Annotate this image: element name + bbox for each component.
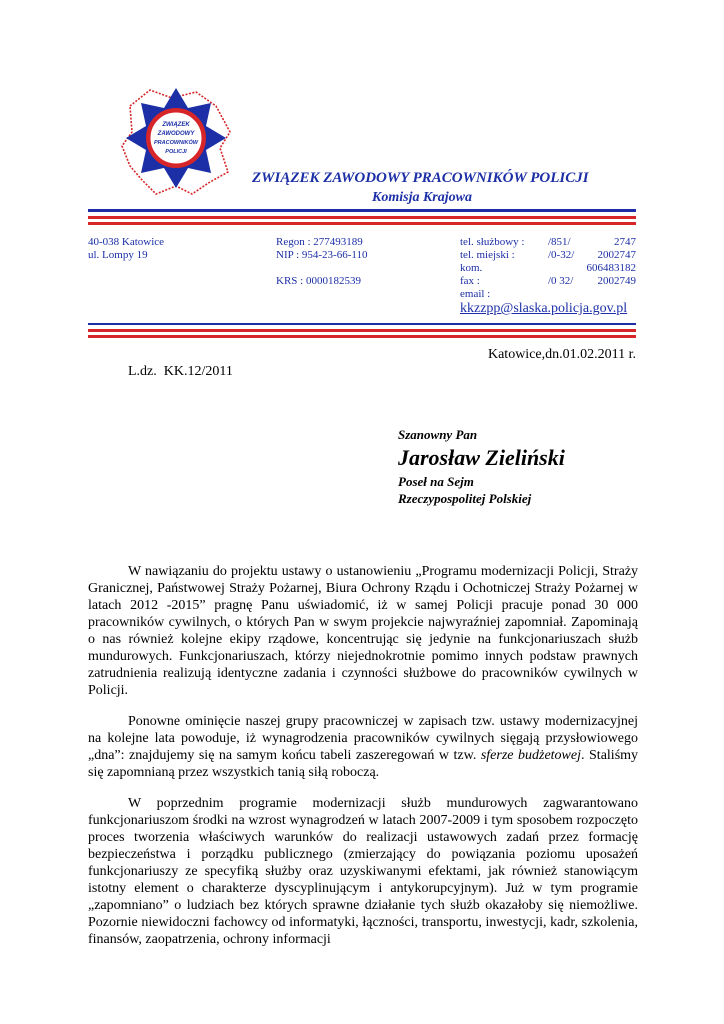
body-paragraph: W nawiązaniu do projektu ustawy o ustanowieniu „Programu modernizacji Policji, Straży Granicznej, Państwowej Straży Pożarnej, Biura Ochrony Rządu i Ochotniczej Straży Pożarnej w latach 2012 -2015” pragnę Panu uświadomić, iż w samej Policji pracuje ponad 30 000 pracowników cywilnych, o których Pan w swym projekcie najwyraźniej zapomniał. Zapominają o nas również kolejne ekipy rządowe, koncentrując się jedynie na funkcjonariuszach służb mundurowych. Funkcjonariuszach, którzy niejednokrotnie pomimo innych podstaw prawnych zatrudnienia realizują identyczne zadania i czynności służbowe do pracowników cywilnych w Policji. [88, 564, 638, 698]
phone-code: /0-32/ [548, 249, 575, 261]
phone-label: tel. służbowy : [460, 236, 525, 248]
organization-name: ZWIĄZEK ZAWODOWY PRACOWNIKÓW POLICJI [252, 170, 589, 186]
logo-text-line: ZAWODOWY [157, 131, 195, 137]
contact-stripes [88, 323, 636, 339]
phone-labels [460, 236, 524, 301]
letter-body [88, 563, 638, 948]
logo-text-line: POLICJI [165, 149, 187, 155]
phone-number: 2747 [614, 236, 636, 248]
reference-number: L.dz. KK.12/2011 [128, 364, 233, 379]
paragraph-text: . Staliśmy się zapomnianą przez wszystkich tanią siłą roboczą. [88, 748, 639, 780]
email-link[interactable]: kkzzpp@slaska.policja.gov.pl [460, 301, 628, 316]
phone-numbers [560, 236, 636, 288]
phone-number: 606483182 [586, 262, 636, 274]
recipient-title: Rzeczypospolitej Polskiej [398, 491, 532, 506]
logo-text-line: ZWIĄZEK [162, 122, 190, 128]
phone-label: email : [460, 288, 491, 300]
registration-block [276, 236, 367, 288]
recipient-name: Jarosław Zieliński [398, 445, 565, 470]
place-date: Katowice,dn.01.02.2011 r. [487, 347, 636, 362]
regon-number: Regon : 277493189 [276, 236, 363, 248]
paragraph-text: Ponowne ominięcie naszej grupy pracowniczej w zapisach tzw. ustawy modernizacyjnej na kolejne lata powoduje, iż wynagrodzenia pracowników cywilnych sięgają przysłowiowego „dna”: znajdujemy się na samym końcu tabeli zaszeregowań w tzw. [88, 714, 638, 763]
phone-number: 2002747 [597, 249, 636, 261]
phone-number: 2002749 [597, 275, 636, 287]
addressee-block [398, 427, 565, 507]
phone-label: fax : [460, 275, 480, 287]
header-stripes [88, 209, 636, 225]
logo-text-line: PRACOWNIKÓW [154, 140, 198, 146]
recipient-title: Poseł na Sejm [398, 474, 474, 489]
organization-subtitle: Komisja Krajowa [372, 190, 472, 205]
phone-label: tel. miejski : [460, 249, 515, 261]
phone-label: kom. [460, 262, 483, 274]
krs-number: KRS : 0000182539 [276, 275, 361, 287]
body-paragraph [88, 713, 638, 781]
emphasized-text: sferze budżetowej [480, 748, 582, 763]
address-line: ul. Lompy 19 [88, 249, 148, 261]
address-line: 40-038 Katowice [88, 236, 165, 248]
phone-code: /851/ [548, 236, 571, 248]
salutation: Szanowny Pan [398, 427, 478, 442]
body-paragraph: W poprzednim programie modernizacji służb mundurowych zagwarantowano funkcjonariuszom środki na wzrost wynagrodzeń w latach 2007-2009 i tym sposobem rozpoczęto proces tworzenia właściwych warunków do realizacji ustawowych zadań przez formację bezpieczeństwa i porządku publicznego (zmierzający do powiązania poziomu uposażeń funkcjonariuszy ze specyfiką służby oraz uzyskiwanymi efektami, jak również stanowiącym istotny element o charakterze dyscyplinującym i antykorupcyjnym). Już w tym programie „zapomniano” o ludziach bez których sprawne działanie tych służb okazałoby się niemożliwe. Pozornie niewidoczni fachowcy od informatyki, łączności, transportu, inwestycji, kadr, szkolenia, finansów, zaopatrzenia, ochrony informacji [88, 796, 638, 947]
phone-code: /0 32/ [548, 275, 574, 287]
address-block [88, 236, 164, 262]
nip-number: NIP : 954-23-66-110 [276, 249, 368, 261]
